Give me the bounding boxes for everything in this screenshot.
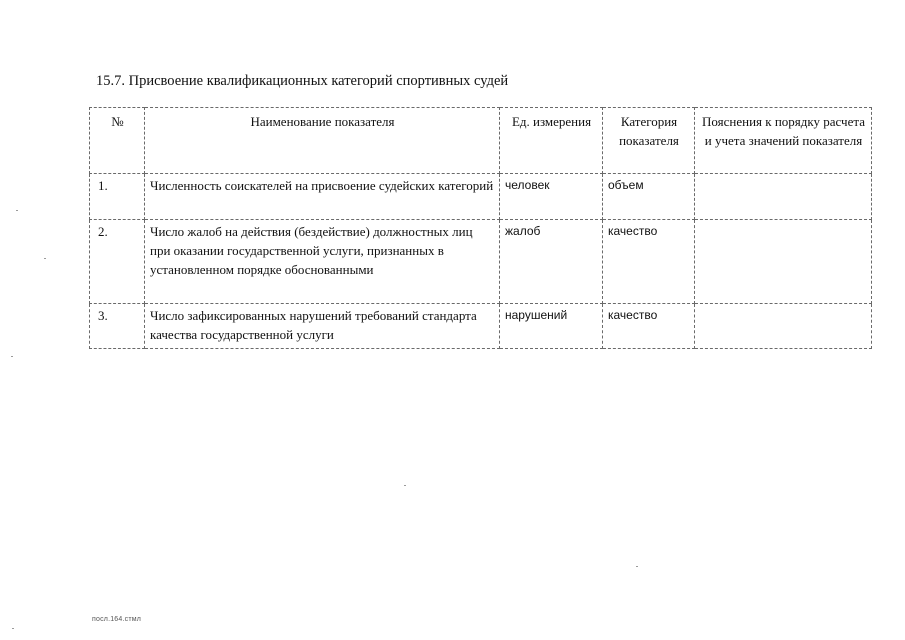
row-unit: нарушений	[500, 304, 603, 349]
row-notes	[695, 304, 872, 349]
scan-speck	[11, 356, 13, 357]
row-notes	[695, 220, 872, 304]
table-row	[90, 220, 872, 304]
scan-speck	[12, 628, 14, 629]
scan-speck	[636, 566, 638, 567]
scan-speck	[44, 258, 46, 259]
row-category: качество	[603, 304, 695, 349]
row-unit: жалоб	[500, 220, 603, 304]
column-header-notes: Пояснения к порядку расчета и учета значений показателя	[695, 108, 872, 174]
table-row	[90, 174, 872, 220]
row-category: качество	[603, 220, 695, 304]
column-header-number: №	[90, 108, 145, 174]
row-indicator-name: Число зафиксированных нарушений требований стандарта качества государственной услуги	[145, 304, 500, 349]
row-indicator-name: Число жалоб на действия (бездействие) должностных лиц при оказании государственной услуги, признанных в установленном порядке обоснованными	[145, 220, 500, 304]
row-number: 3.	[90, 304, 145, 349]
scan-speck	[404, 485, 406, 486]
scan-speck	[16, 210, 18, 211]
row-number: 2.	[90, 220, 145, 304]
indicators-table	[89, 107, 872, 349]
column-header-unit: Ед. измерения	[500, 108, 603, 174]
table-header-row	[90, 108, 872, 174]
column-header-category: Категория показателя	[603, 108, 695, 174]
row-unit: человек	[500, 174, 603, 220]
file-footer-label: посл.164.стмл	[92, 616, 142, 623]
row-category: объем	[603, 174, 695, 220]
section-heading: 15.7. Присвоение квалификационных категорий спортивных судей	[96, 73, 509, 89]
row-indicator-name: Численность соискателей на присвоение судейских категорий	[145, 174, 500, 220]
table-row	[90, 304, 872, 349]
column-header-name: Наименование показателя	[145, 108, 500, 174]
row-notes	[695, 174, 872, 220]
row-number: 1.	[90, 174, 145, 220]
